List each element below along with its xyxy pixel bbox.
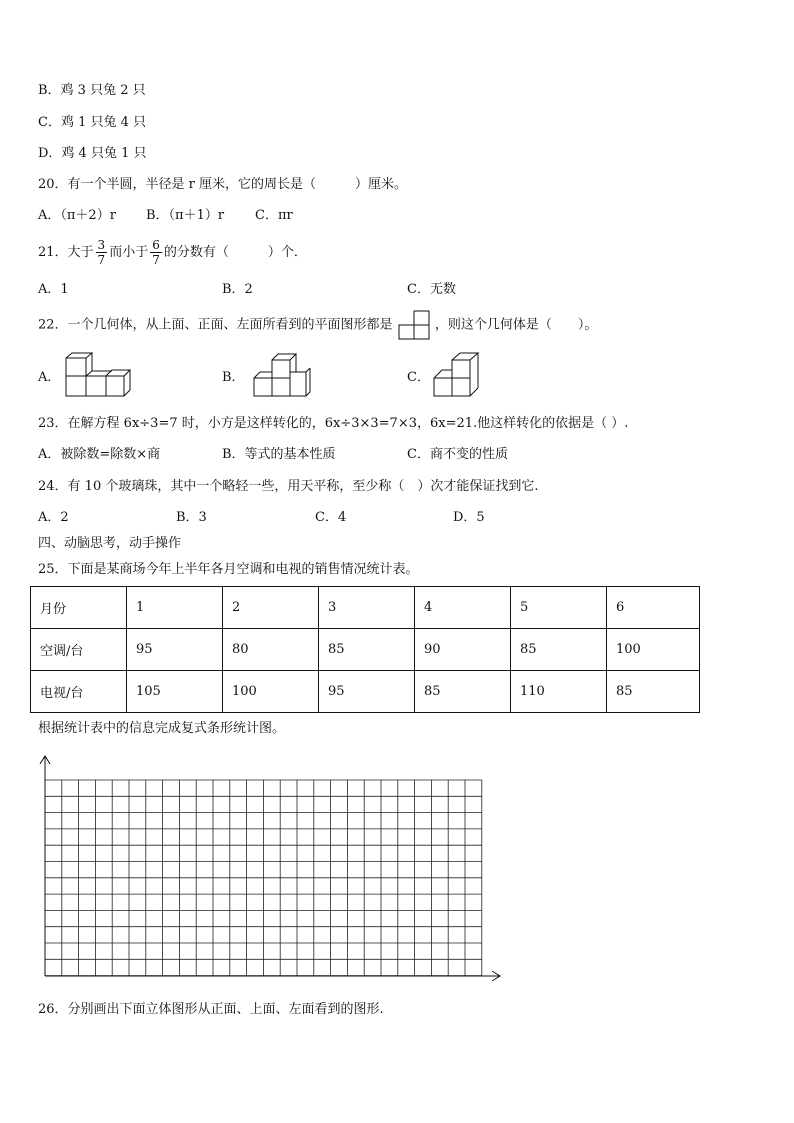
q22-stem-before: 22．一个几何体，从上面、正面、左面所看到的平面图形都是 [38, 317, 393, 333]
table-cell: 85 [319, 629, 415, 671]
q23-option-a: A．被除数=除数×商 [38, 447, 161, 462]
sales-table [30, 586, 700, 713]
table-cell: 85 [415, 671, 511, 713]
q22-stem-after: ，则这个几何体是（ ）。 [434, 317, 598, 333]
q24-stem: 24．有 10 个玻璃珠，其中一个略轻一些，用天平称，至少称（ ）次才能保证找到它. [38, 479, 539, 494]
q24-option-c: C．4 [315, 510, 347, 525]
table-row [31, 629, 700, 671]
table-cell: 110 [511, 671, 607, 713]
q26-stem: 26．分别画出下面立体图形从正面、上面、左面看到的图形. [38, 1002, 384, 1017]
table-cell: 100 [607, 629, 700, 671]
fraction-6-7 [150, 238, 162, 267]
table-cell: 95 [319, 671, 415, 713]
table-cell: 95 [127, 629, 223, 671]
q21-option-a: A．1 [38, 282, 69, 297]
q21-suffix: 的分数有（ ）个． [163, 245, 307, 260]
table-cell: 105 [127, 671, 223, 713]
q24-option-a: A．2 [38, 510, 69, 525]
q19-option-d: D．鸡 4 只兔 1 只 [38, 146, 147, 161]
q20-option-b: B．（π＋1）r [146, 208, 225, 223]
q19-option-b: B．鸡 3 只兔 2 只 [38, 83, 146, 98]
q24-option-b: B．3 [176, 510, 207, 525]
table-cell: 100 [223, 671, 319, 713]
q22-option-b-cubes-figure [252, 352, 312, 400]
q23-stem: 23．在解方程 6x÷3=7 时，小方是这样转化的，6x÷3×3=7×3，6x=21.他这样转化的依据是（ ）. [38, 416, 629, 431]
q20-option-a: A．（π＋2）r [38, 208, 116, 223]
table-cell: 空调/台 [31, 629, 127, 671]
q22-stem [38, 310, 597, 341]
table-row [31, 587, 700, 629]
table-header-cell: 1 [127, 587, 223, 629]
q22-option-a-cubes-figure [62, 352, 132, 400]
fraction-numerator: 3 [97, 238, 106, 252]
q19-option-c: C．鸡 1 只兔 4 只 [38, 115, 147, 130]
fraction-3-7 [96, 238, 108, 267]
l-shape-view-figure [397, 310, 431, 340]
q23-option-b: B．等式的基本性质 [222, 447, 336, 462]
table-cell: 85 [511, 629, 607, 671]
q21-option-b: B．2 [222, 282, 253, 297]
q22-option-c-cubes-figure [432, 352, 482, 400]
table-header-cell: 4 [415, 587, 511, 629]
q21-prefix: 21．大于 [38, 245, 94, 260]
fraction-denominator: 7 [97, 253, 106, 267]
q24-option-d: D．5 [453, 510, 485, 525]
answer-grid [34, 752, 506, 984]
table-row [31, 671, 700, 713]
q22-option-b-label: B． [222, 370, 245, 385]
table-cell: 电视/台 [31, 671, 127, 713]
q21-option-c: C．无数 [407, 282, 456, 297]
q20-stem: 20．有一个半圆，半径是 r 厘米，它的周长是（ ）厘米。 [38, 177, 408, 192]
fraction-numerator: 6 [152, 238, 160, 252]
q21-stem [38, 238, 307, 268]
table-header-cell: 6 [607, 587, 700, 629]
q25-stem: 25．下面是某商场今年上半年各月空调和电视的销售情况统计表。 [38, 562, 419, 577]
table-header-cell: 2 [223, 587, 319, 629]
q25-instruction: 根据统计表中的信息完成复式条形统计图。 [38, 721, 286, 736]
q22-option-a-label: A． [38, 370, 61, 385]
table-header-cell: 5 [511, 587, 607, 629]
q20-option-c: C．πr [255, 208, 293, 223]
q23-option-c: C．商不变的性质 [407, 447, 508, 462]
section-4-title: 四、动脑思考，动手操作 [38, 536, 182, 551]
q22-option-c-label: C． [407, 370, 430, 385]
fraction-denominator: 7 [152, 253, 160, 267]
table-cell: 90 [415, 629, 511, 671]
table-header-cell: 月份 [31, 587, 127, 629]
q21-middle: 而小于 [109, 245, 149, 260]
table-header-cell: 3 [319, 587, 415, 629]
table-cell: 85 [607, 671, 700, 713]
table-cell: 80 [223, 629, 319, 671]
